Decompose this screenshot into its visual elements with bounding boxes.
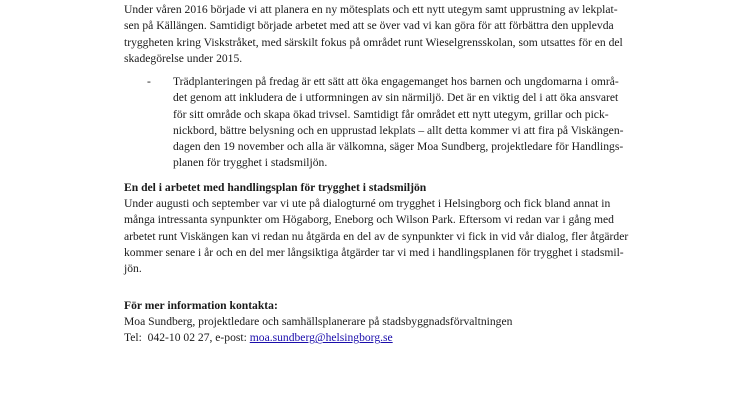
bullet-line: nickbord, bättre belysning och en upprustad lekplats – allt detta kommer vi att fira på Viskängen- [173,123,624,137]
intro-line: tryggheten kring Viskstråket, med särskilt fokus på området runt Wieselgrensskolan, som utsattes för en del [124,35,623,49]
bullet-text [173,74,623,172]
bullet-line: dagen den 19 november och alla är välkomna, säger Moa Sundberg, projektledare för Handlings- [173,140,624,154]
intro-paragraph [124,2,623,67]
section-line: Under augusti och september var vi ute på dialogturné om trygghet i Helsingborg och fick bland annat in [124,197,611,210]
section-heading: En del i arbetet med handlingsplan för trygghet i stadsmiljön [124,181,427,194]
section-paragraph [124,196,628,277]
intro-line: skadegörelse under 2015. [124,51,243,65]
bullet-line: det genom att inkludera de i utformningen av sin närmiljö. Det är en viktig del i att öka ansvaret [173,91,619,105]
section-line: många intressanta synpunkter om Högaborg, Eneborg och Wilson Park. Eftersom vi redan var i gång med [124,213,614,227]
contact-phone-line [124,330,512,346]
intro-line: Under våren 2016 började vi att planera en ny mötesplats och ett nytt utegym samt upprustning av lekplat- [124,3,618,16]
contact-name: Moa Sundberg, projektledare och samhällsplanerare på stadsbyggnadsförvaltningen [124,315,513,328]
contact-phone: Tel: 042-10 02 27, e-post: [124,331,250,345]
section-line: jön. [124,262,142,276]
contact-details [124,314,512,347]
contact-email-link[interactable]: moa.sundberg@helsingborg.se [249,331,393,345]
bullet-line: Trädplanteringen på fredag är ett sätt att öka engagemanget hos barnen och ungdomarna i områ- [173,75,619,88]
section-line: kommer senare i år och en del mer långsiktiga åtgärder tar vi med i handlingsplanen för trygghet i stadsmil- [124,245,624,259]
bullet-line: för sitt område och skapa ökad trivsel. Samtidigt får området ett nytt utegym, grillar och pick- [173,107,609,121]
contact-heading: För mer information kontakta: [124,299,278,312]
section-line: arbetet runt Viskängen kan vi redan nu åtgärda en del av de synpunkter vi fick in vid vår dialog, fler åtgärder [124,229,629,243]
intro-line: sen på Källängen. Samtidigt började arbetet med att se över vad vi kan göra för att förbättra den upplevda [124,19,614,33]
bullet-marker: - [147,75,151,88]
bullet-line: planen för trygghet i stadsmiljön. [173,156,328,170]
